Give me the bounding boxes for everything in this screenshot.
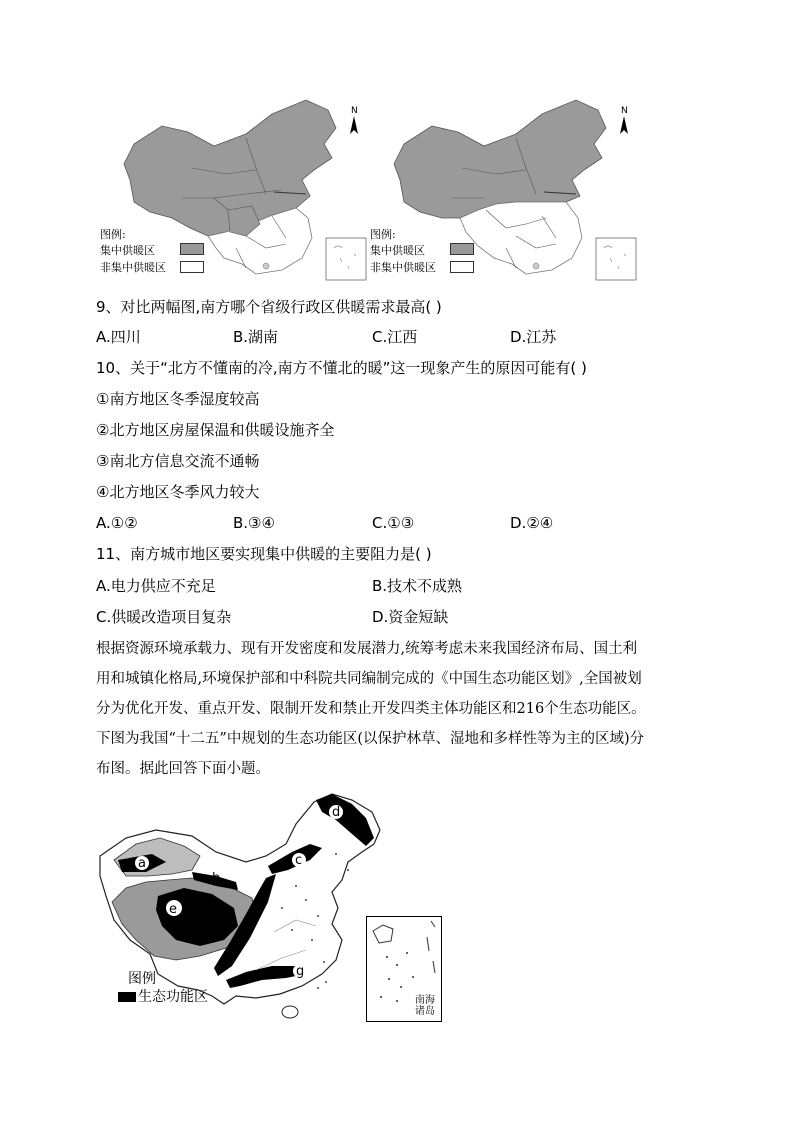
- north-arrow-icon: [620, 106, 628, 134]
- hainan-island: [282, 1006, 298, 1018]
- q10-statement-4: ④北方地区冬季风力较大: [96, 483, 260, 501]
- legend-swatch-white-1: [180, 261, 204, 273]
- north-arrow-icon: [350, 106, 358, 134]
- q11-option-d[interactable]: D.资金短缺: [372, 608, 449, 626]
- eco-legend-item: 生态功能区: [138, 989, 208, 1005]
- passage-line-2: 用和城镇化格局,环境保护部和中科院共同编制完成的《中国生态功能区划》,全国被划: [96, 671, 642, 687]
- legend-title-2: 图例:: [370, 228, 396, 241]
- passage-line-5: 布图。据此回答下面小题。: [96, 761, 270, 777]
- passage-line-3: 分为优化开发、重点开发、限制开发和禁止开发四类主体功能区和216个生态功能区。: [96, 701, 646, 717]
- q11-option-a[interactable]: A.电力供应不充足: [96, 577, 216, 595]
- svg-text:N: N: [621, 106, 628, 116]
- q10-option-c[interactable]: C.①③: [372, 514, 415, 532]
- legend-item-non-concentrated-1: 非集中供暖区: [100, 261, 166, 274]
- question-11-stem: 11、南方城市地区要实现集中供暖的主要阻力是( ): [96, 545, 432, 563]
- question-10-stem: 10、关于“北方不懂南的冷,南方不懂北的暖”这一现象产生的原因可能有( ): [96, 359, 587, 377]
- q10-option-a[interactable]: A.①②: [96, 514, 138, 532]
- label-d: d: [332, 805, 341, 820]
- q9-option-d[interactable]: D.江苏: [510, 328, 557, 346]
- q11-option-b[interactable]: B.技术不成熟: [372, 577, 463, 595]
- south-sea-inset: [596, 238, 636, 280]
- passage: [96, 634, 736, 784]
- south-sea-inset: [366, 916, 442, 1022]
- concentrated-heating-region: [394, 100, 606, 218]
- inset-label-line-2: 诸岛: [415, 1006, 435, 1017]
- label-b: b: [212, 871, 221, 886]
- svg-text:N: N: [351, 106, 358, 116]
- legend-swatch-white-2: [450, 261, 474, 273]
- label-c: c: [295, 853, 303, 868]
- q10-statement-1: ①南方地区冬季湿度较高: [96, 390, 260, 408]
- q10-option-b[interactable]: B.③④: [233, 514, 275, 532]
- q9-option-b[interactable]: B.湖南: [233, 328, 279, 346]
- q11-option-c[interactable]: C.供暖改造项目复杂: [96, 608, 232, 626]
- passage-line-1: 根据资源环境承载力、现有开发密度和发展潜力,统筹考虑未来我国经济布局、国土利: [96, 641, 638, 657]
- non-concentrated-region: [460, 202, 582, 274]
- q10-statement-3: ③南北方信息交流不通畅: [96, 452, 260, 470]
- q9-option-a[interactable]: A.四川: [96, 328, 141, 346]
- legend-swatch-gray-2: [450, 243, 474, 255]
- label-g: g: [296, 964, 305, 979]
- question-9-stem: 9、对比两幅图,南方哪个省级行政区供暖需求最高( ): [96, 298, 442, 316]
- q10-statement-2: ②北方地区房屋保温和供暖设施齐全: [96, 421, 335, 439]
- passage-line-4: 下图为我国“十二五”中规划的生态功能区(以保护林草、湿地和多样性等为主的区域)分: [96, 731, 645, 747]
- label-e: e: [169, 902, 177, 917]
- q10-option-d[interactable]: D.②④: [510, 514, 554, 532]
- q9-option-c[interactable]: C.江西: [372, 328, 418, 346]
- legend-swatch-gray-1: [180, 243, 204, 255]
- legend-item-concentrated-2: 集中供暖区: [370, 244, 425, 257]
- eco-legend-title: 图例: [128, 971, 156, 987]
- legend-title-1: 图例:: [100, 228, 126, 241]
- label-f: f: [258, 897, 263, 912]
- legend-item-concentrated-1: 集中供暖区: [100, 244, 155, 257]
- legend-item-non-concentrated-2: 非集中供暖区: [370, 261, 436, 274]
- south-sea-inset: [326, 238, 366, 280]
- inset-label-line-1: 南海: [415, 995, 435, 1006]
- label-a: a: [138, 856, 146, 871]
- eco-legend-swatch: [118, 992, 136, 1002]
